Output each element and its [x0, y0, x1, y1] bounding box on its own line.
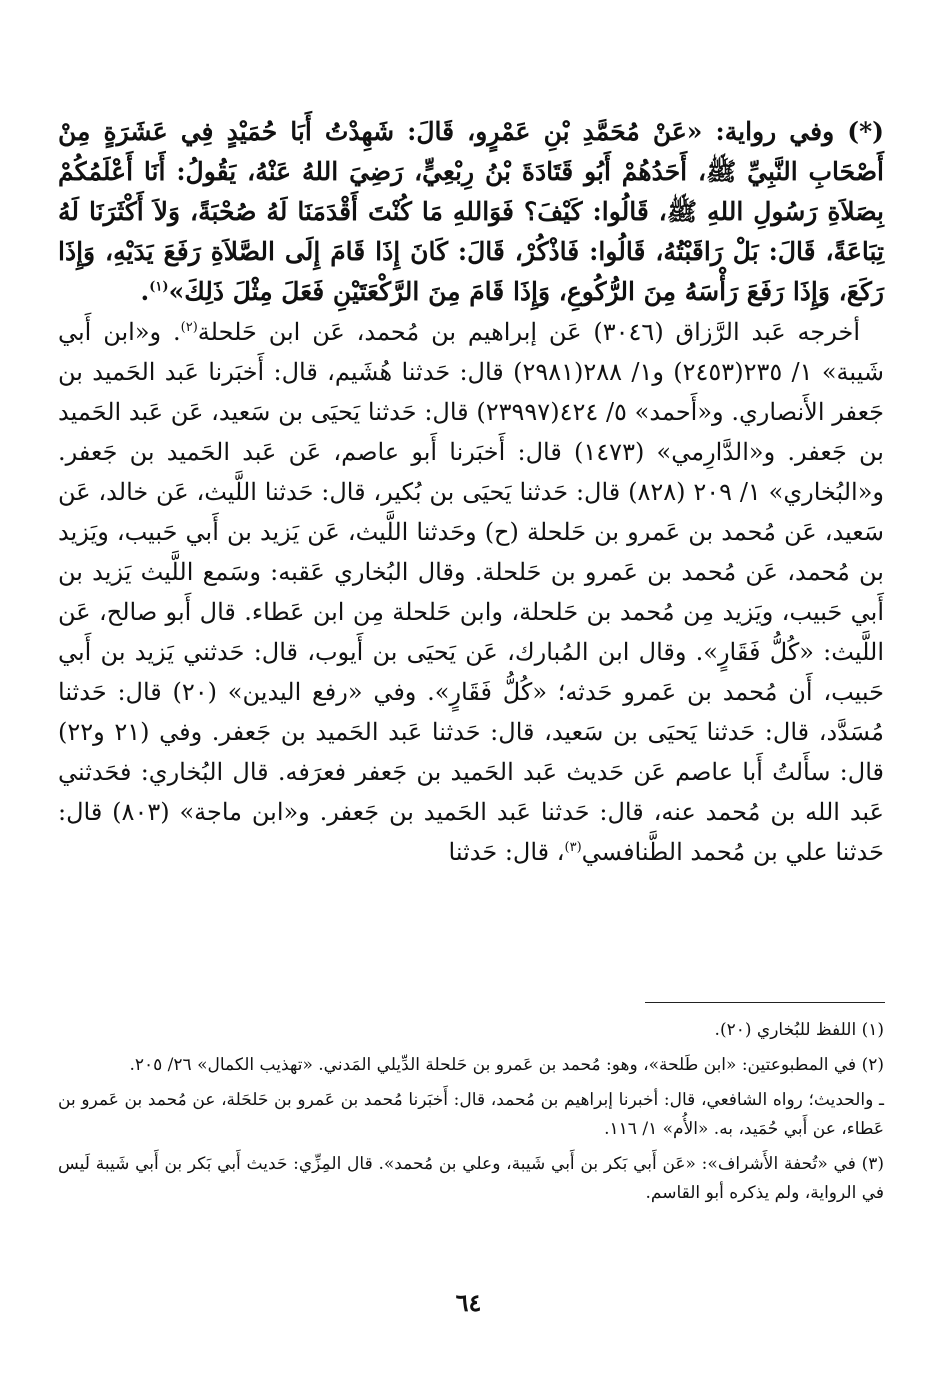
narration-end: . [140, 277, 150, 306]
page-number: ٦٤ [455, 1288, 482, 1317]
footnote-3: (٣) في «تُحفة الأَشراف»: «عَن أَبي بَكر بن أَبي شَيبة، وعلي بن مُحمد». قال المِزِّي: حَديث أَبي بَكر بن أَبي شَيبة لَيس في الرواية، ولم يذكره أبو القاسم. [58, 1154, 884, 1203]
footnote-2-continuation: ـ والحديث؛ رواه الشافعي، قال: أخبرنا إبراهيم بن مُحمد، قال: أَخبَرنا مُحمد بن عَمرو بن حَلحَلة، عن مُحمد بن عَمرو بن عَطاء، عن أَبي حُمَيد، به. «الأُم» ١/ ١١٦. [58, 1090, 884, 1139]
footnote-ref-3: (٣) [564, 840, 582, 855]
footnote-ref-2: (٢) [180, 320, 198, 335]
footnote-ref-1: (١) [149, 279, 169, 295]
main-text [58, 112, 884, 872]
hadith-narration [58, 112, 884, 312]
page-body [58, 112, 884, 872]
takhrij-paragraph [58, 312, 884, 872]
takhrij-text-3: ، قال: حَدثنا [448, 838, 565, 866]
takhrij-text-1: أخرجه عَبد الرَّزاق (٣٠٤٦) عَن إبراهيم بن مُحمد، عَن ابن حَلحلة [197, 318, 860, 346]
takhrij-text-2: . و«ابن أَبي شَيبة» ١/ ٢٣٥(٢٤٥٣) و١/ ٢٨٨(٢٩٨١) قال: حَدثنا هُشَيم، قال: أَخبَرنا عَبد الحَميد بن جَعفر الأَنصاري. و«أَحمد» ٥/ ٤٢٤(٢٣٩٩٧) قال: حَدثنا يَحيَى بن سَعيد، عَن عَبد الحَميد بن جَعفر. و«الدَّارِمي» (١٤٧٣) قال: أَخبَرنا أَبو عاصم، عَن عَبد الحَميد بن جَعفر. و«البُخاري» ١/ ٢٠٩ (٨٢٨) قال: حَدثنا يَحيَى بن بُكير، قال: حَدثنا اللَّيث، عَن خالد، عَن سَعيد، عَن مُحمد بن عَمرو بن حَلحلة (ح) وحَدثنا اللَّيث، عَن يَزيد بن أَبي حَبيب، ويَزيد بن مُحمد، عَن مُحمد بن عَمرو بن حَلحلة. وقال البُخاري عَقبه: وسَمع اللَّيث يَزيد بن أَبي حَبيب، ويَزيد مِن مُحمد بن حَلحلة، وابن حَلحلة مِن ابن عَطاء. قال أَبو صالح، عَن اللَّيث: «كُلُّ فَقَارٍ». وقال ابن المُبارك، عَن يَحيَى بن أَيوب، قال: حَدثني يَزيد بن أَبي حَبيب، أَن مُحمد بن عَمرو حَدثه؛ «كُلُّ فَقَارٍ». وفي «رفع اليدين» (٢٠) قال: حَدثنا مُسَدَّد، قال: حَدثنا يَحيَى بن سَعيد، قال: حَدثنا عَبد الحَميد بن جَعفر. وفي (٢١ و٢٢) قال: سأَلتُ أَبا عاصم عَن حَديث عَبد الحَميد بن جَعفر فعرَفه. قال البُخاري: فحَدثني عَبد الله بن مُحمد عنه، قال: حَدثنا عَبد الحَميد بن جَعفر. و«ابن ماجة» (٨٠٣) قال: حَدثنا علي بن مُحمد الطَّنافسي [58, 318, 885, 866]
footnote-2: (٢) في المطبوعتين: «ابن طَلحة»، وهو: مُحمد بن عَمرو بن حَلحلة الدِّيلي المَدني. «تهذيب الكمال» ٢٦/ ٢٠٥. [129, 1055, 884, 1075]
footnote-separator [645, 1002, 885, 1003]
footnote-1: (١) اللفظ للبُخاري (٢٠). [714, 1020, 884, 1040]
narration-text: (*) وفي رواية: «عَنْ مُحَمَّدِ بْنِ عَمْرٍو، قَالَ: شَهِدْتُ أَبَا حُمَيْدٍ فِي عَشَرَةٍ مِنْ أَصْحَابِ النَّبِيِّ ﷺ، أَحَدُهُمْ أَبُو قَتَادَةَ بْنُ رِبْعِيٍّ، رَضِيَ اللهُ عَنْهُ، يَقُولُ: أَنَا أَعْلَمُكُمْ بِصَلاَةِ رَسُولِ اللهِ ﷺ، قَالُوا: كَيْفَ؟ فَوَاللهِ مَا كُنْتَ أَقْدَمَنَا لَهُ صُحْبَةً، وَلاَ أَكْثَرَنَا لَهُ تِبَاعَةً، قَالَ: بَلْ رَاقَبْتُهُ، قَالُوا: فَاذْكُرْ، قَالَ: كَانَ إِذَا قَامَ إِلَى الصَّلاَةِ رَفَعَ يَدَيْهِ، وَإِذَا رَكَعَ، وَإِذَا رَفَعَ رَأْسَهُ مِنَ الرُّكُوعِ، وَإِذَا قَامَ مِنَ الرَّكْعَتَيْنِ فَعَلَ مِثْلَ ذَلِكَ» [58, 117, 884, 306]
footnotes [58, 1016, 884, 1214]
